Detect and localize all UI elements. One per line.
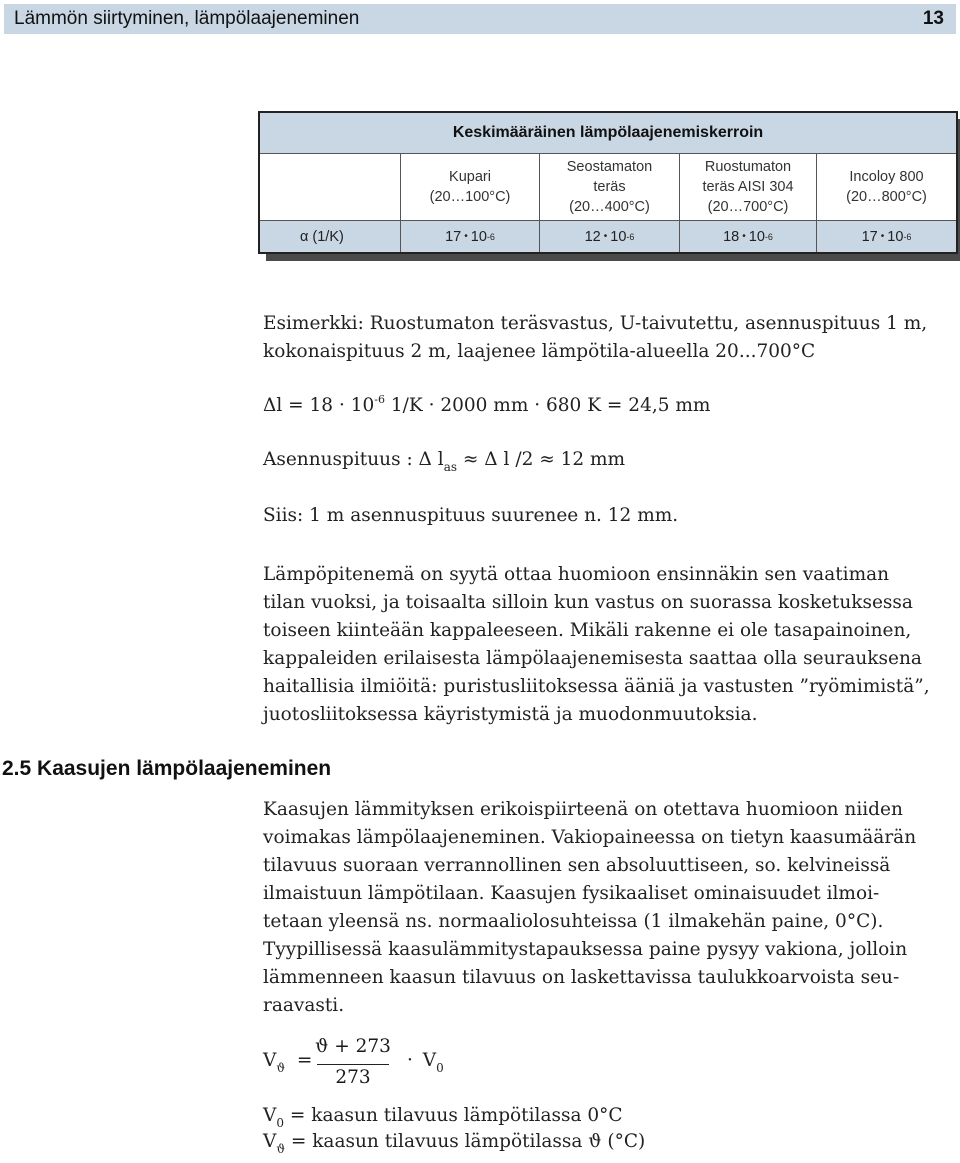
paragraph-thermal-expansion: Lämpöpitenemä on syytä ottaa huomioon ensinnäkin sen vaatiman tilan vuoksi, ja toisaalta silloin kun vastus on suorassa kosketuksessa toiseen kiinteään kappaleeseen. Mikäli rakenne ei ole tasapainoinen, kappaleiden erilaisesta lämpölaajenemisesta saattaa olla seurauksena haitallisia ilmiöitä: puristusliitoksessa ääniä ja vastusten ”ryömimistä”, juotosliitoksessa käyristymistä ja muodonmuutoksia. [263, 564, 930, 725]
gas-formula-rhs: · $V_0$ [407, 1050, 444, 1075]
column-header-ruostumaton: Ruostumaton teräs AISI 304 (20…700°C) [679, 153, 816, 220]
row-label-alpha: α (1/K) [300, 228, 344, 245]
asennuspituus-formula: Asennuspituus : Δ $l_{as} \approx \Delta$ l /2 ≈ 12 mm [263, 449, 626, 474]
definition-vtheta: $V_ϑ$ = kaasun tilavuus lämpötilassa ϑ (°C) [263, 1131, 646, 1156]
column-header-seostamaton: Seostamaton teräs (20…400°C) [539, 153, 679, 220]
expansion-coefficient-table [258, 111, 958, 254]
page-header [4, 4, 956, 34]
example-line: kokonaispituus 2 m, laajenee lämpötila-alueella 20...700°C [263, 341, 816, 362]
value-ruostumaton: 18 • 10 -6 [679, 221, 816, 252]
value-incoloy: 17 • 10 -6 [816, 221, 956, 252]
table-value-row [260, 221, 956, 252]
definition-v0: $V_0$ = kaasun tilavuus lämpötilassa 0°C [263, 1105, 623, 1130]
fraction-denominator: 273 [335, 1067, 371, 1088]
table-title: Keskimääräinen lämpölaajenemiskerroin [260, 113, 956, 153]
fraction-numerator: ϑ + 273 [315, 1036, 391, 1057]
section-heading: 2.5 Kaasujen lämpölaajeneminen [2, 757, 332, 780]
example-text [263, 310, 953, 366]
example-conclusion: Siis: 1 m asennuspituus suurenee n. 12 mm. [263, 505, 679, 526]
example-line: Esimerkki: Ruostumaton teräsvastus, U-taivutettu, asennuspituus 1 m, [263, 313, 928, 334]
fraction-bar [317, 1064, 389, 1065]
paragraph-gas-expansion: Kaasujen lämmityksen erikoispiirteenä on otettava huomioon niiden voimakas lämpölaajeneminen. Vakiopaineessa on tietyn kaasumäärän tilavuus suoraan verrannollinen sen absoluuttiseen, so. kelvineissä ilmaistuun lämpötilaan. Kaasujen fysikaaliset ominaisuudet ilmoi- tetaan yleensä ns. normaaliolosuhteissa (1 ilmakehän paine, 0°C). Tyypillisessä kaasulämmitystapauksessa paine pysyy vakiona, jolloin lämmenneen kaasun tilavuus on laskettavissa taulukkoarvoista seu- raavasti. [263, 799, 917, 1016]
delta-l-formula: $\Delta l = 18 \cdot 10^{-6}$ 1/K · 2000 mm · 680 K = 24,5 mm [263, 393, 711, 416]
value-seostamaton: 12 • 10 -6 [539, 221, 679, 252]
page-number: 13 [922, 8, 944, 29]
column-header-kupari: Kupari (20…100°C) [400, 153, 539, 220]
chapter-title: Lämmön siirtyminen, lämpölaajeneminen [14, 8, 360, 29]
column-header-incoloy: Incoloy 800 (20…800°C) [816, 153, 956, 220]
gas-formula-fraction [313, 1036, 393, 1093]
value-kupari: 17 • 10 -6 [400, 221, 539, 252]
gas-formula-lhs: $V_ϑ$ = [263, 1050, 313, 1075]
